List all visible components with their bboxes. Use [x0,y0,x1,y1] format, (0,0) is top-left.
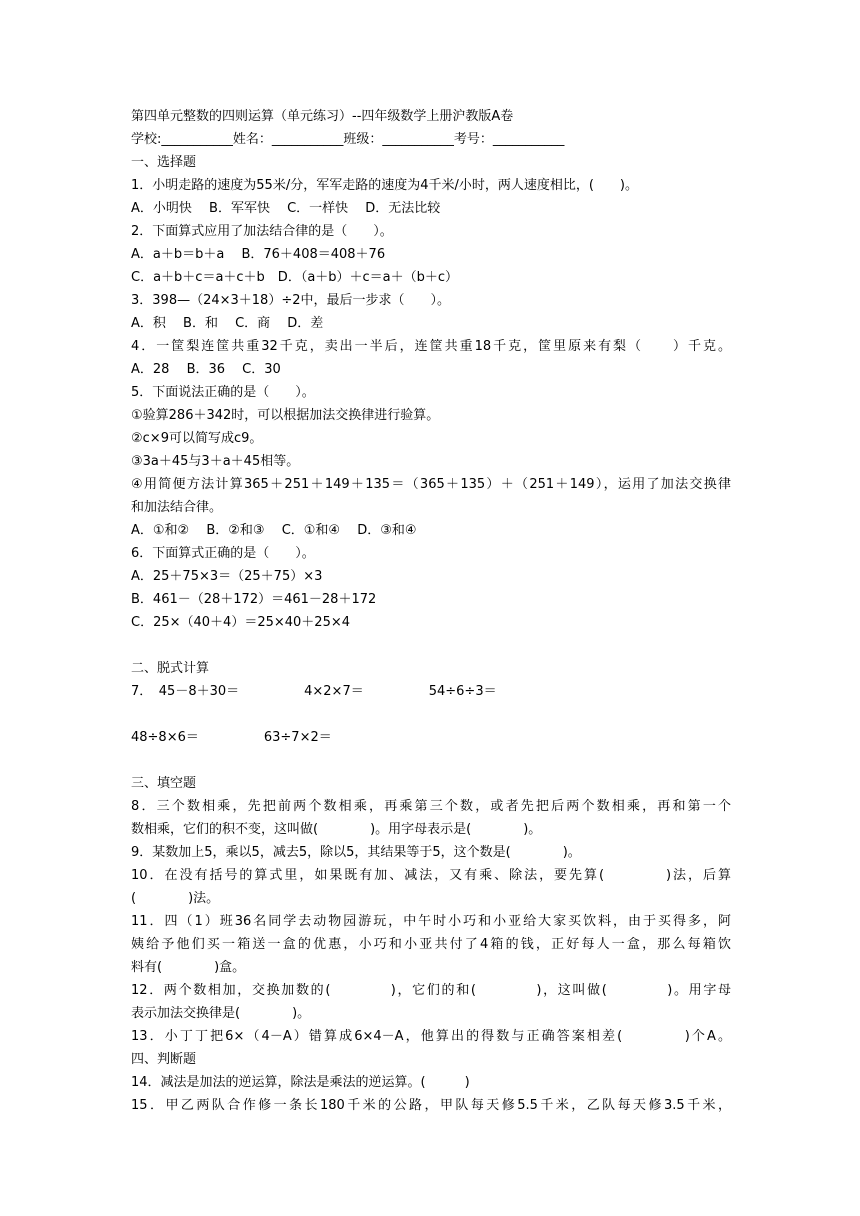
options: A．①和② B．②和③ C．①和④ D．③和④ [131,523,417,538]
question: 14．减法是加法的逆运算，除法是乘法的逆运算。( ) [131,1075,470,1090]
question: 11．四（1）班36名同学去动物园游玩，中午时小巧和小亚给大家买饮料，由于买得多，阿 [131,914,731,929]
statement: ②c×9可以简写成c9。 [131,431,263,446]
statement: ④用简便方法计算365＋251＋149＋135＝（365＋135）＋（251＋149），运用了加法交换律 [131,477,731,492]
question: 2．下面算式应用了加法结合律的是（ ）。 [131,224,393,239]
question: 6．下面算式正确的是（ ）。 [131,546,315,561]
question: 9．某数加上5，乘以5，减去5，除以5，其结果等于5，这个数是( )。 [131,845,581,860]
question: 13．小丁丁把6×（4－A）错算成6×4－A，他算出的得数与正确答案相差( )个A。 [131,1029,732,1044]
question: 15．甲乙两队合作修一条长180千米的公路，甲队每天修5.5千米，乙队每天修3.5千米， [131,1098,731,1113]
student-info: 学校:___________姓名：___________班级：___________考号：___________ [131,132,565,147]
statement: ①验算286＋342时，可以根据加法交换律进行验算。 [131,408,440,423]
doc-title: 第四单元整数的四则运算（单元练习）--四年级数学上册沪教版A卷 [131,109,514,124]
question: 4．一筐梨连筐共重32千克，卖出一半后，连筐共重18千克，筐里原来有梨（ ）千克。 [131,339,731,354]
question: 12．两个数相加，交换加数的( )，它们的和( )，这叫做( )。用字母 [131,983,731,998]
section-heading: 一、选择题 [131,155,197,170]
question: 10．在没有括号的算式里，如果既有加、减法，又有乘、除法，要先算( )法，后算 [131,868,731,883]
options: C．25×（40＋4）＝25×40＋25×4 [131,615,351,630]
options: A．a＋b＝b＋a B．76＋408＝408＋76 [131,247,386,262]
statement: 和加法结合律。 [131,500,223,515]
question: 5．下面说法正确的是（ ）。 [131,385,315,400]
section-heading: 二、脱式计算 [131,661,210,676]
options: A．小明快 B．军军快 C．一样快 D．无法比较 [131,201,441,216]
section-heading: 三、填空题 [131,776,197,791]
question: 7． 45－8＋30＝ 4×2×7＝ 54÷6÷3＝ [131,684,497,699]
section-heading: 四、判断题 [131,1052,197,1067]
question: ( )法。 [131,891,220,906]
question: 姨给予他们买一箱送一盒的优惠，小巧和小亚共付了4箱的钱，正好每人一盒，那么每箱饮 [131,937,731,952]
options: C．a＋b＋c＝a＋c＋b D．（a＋b）＋c＝a＋（b＋c） [131,270,459,285]
question: 8．三个数相乘，先把前两个数相乘，再乘第三个数，或者先把后两个数相乘，再和第一个 [131,799,731,814]
question: 数相乘，它们的积不变，这叫做( )。用字母表示是( )。 [131,822,542,837]
question: 3．398—（24×3＋18）÷2中，最后一步求（ ）。 [131,293,450,308]
statement: ③3a＋45与3＋a＋45相等。 [131,454,300,469]
question: 表示加法交换律是( )。 [131,1006,311,1021]
options: A．28 B．36 C．30 [131,362,281,377]
question: 料有( )盒。 [131,960,246,975]
options: B．461－（28＋172）＝461－28＋172 [131,592,377,607]
options: A．积 B．和 C．商 D．差 [131,316,324,331]
question: 1．小明走路的速度为55米/分，军军走路的速度为4千米/小时，两人速度相比，( )。 [131,178,638,193]
options: A．25＋75×3＝（25＋75）×3 [131,569,323,584]
question: 48÷8×6＝ 63÷7×2＝ [131,730,332,745]
